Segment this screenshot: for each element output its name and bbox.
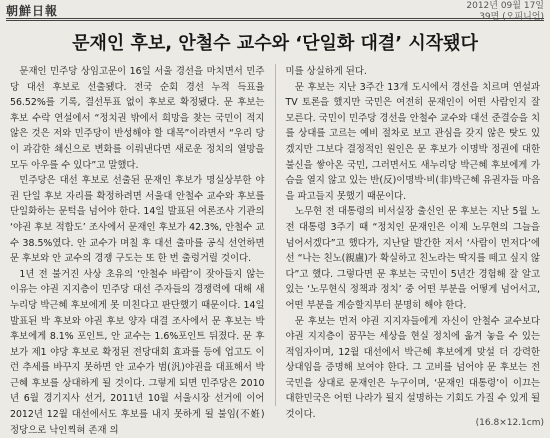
paragraph: 민주당은 대선 후보로 선출된 문재인 후보가 명실상부한 야권 단일 후보 자리를 확정하려면 서울대 안철수 교수와 후보를 단일화하는 문턱을 넘어야 한다. 14일 발표된 여론조사 기관의 ‘야권 후보 적합도’ 조사에서 문재인 후보가 42.3%, 안철수 교수 38.5%였다. 안 교수가 며칠 후 대선 출마를 공식 선언하면 문 후보와 안 교수의 경쟁 구도는 또 한 번 출렁거릴 것이다. (10, 175, 265, 265)
newspaper-masthead: 朝鮮日報 (6, 4, 59, 18)
article-column-right (285, 64, 541, 421)
paragraph: 문 후보는 지난 3주간 13개 도시에서 경선을 치르며 연설과 TV 토론을 했지만 국민은 여전히 문재인이 어떤 사람인지 잘 모른다. 국민이 민주당 경선을 안철수 교수와 대선 준결승을 치를 상대를 고르는 예비 절차로 보고 관심을 갖지 않은 탓도 있겠지만 그보다 결정적인 원인은 문 후보가 이명박 정권에 대한 불신을 쌓아온 국민, 그러면서도 새누리당 박근혜 후보에게 가슴을 열지 않고 있는 반(反)이명박·비(非)박근혜 유권자들 마음을 파고들지 못했기 때문이다. (285, 81, 540, 202)
paragraph: 문 후보는 먼저 야권 지지자들에게 자신이 안철수 교수보다 야권 지지층이 꿈꾸는 세상을 현실 정치에 옮겨 놓을 수 있는 적임자이며, 12월 대선에서 박근혜 후보에게 맞설 더 강력한 상대임을 증명해 보여야 한다. 그 고비를 넘어야 문 후보는 전 국민을 상대로 문재인은 누구이며, ‘문재인 대통령’이 이끄는 대한민국은 어떤 나라가 될지 설명하는 기회도 가질 수 있게 될 것이다. (285, 315, 540, 421)
page-section: 39면 (오피니언) (479, 12, 544, 22)
article-column-left (10, 64, 265, 436)
header-rule-top (6, 18, 544, 19)
publication-date: 2012년 09월 17일 (466, 1, 544, 11)
paragraph: 미를 상실하게 된다. (285, 66, 367, 77)
paragraph: 노무현 전 대통령의 비서실장 출신인 문 후보는 지난 5월 노전 대통령 3주기 때 “정치인 문재인은 이제 노무현의 그늘을 넘어서겠다”고 했다가, 지난달 발간한 저서 ‘사람이 먼저다’에선 “나는 친노(親盧)가 확실하고 친노라는 딱지를 떼고 싶지 않다”고 했다. 그렇다면 문 후보는 국민이 5년간 경험해 잘 알고 있는 ‘노무현식 정책과 정치’ 중 어떤 부분을 어떻게 넘어서고, 어떤 부분을 계승할지부터 분명히 해야 한다. (285, 206, 540, 311)
article-headline: 문재인 후보, 안철수 교수와 ‘단일화 대결’ 시작됐다 (72, 33, 478, 54)
article-size-note: (16.8×12.1cm) (475, 418, 544, 428)
paragraph: 1년 전 불거진 사상 초유의 ‘안철수 바람’이 잦아들지 않는 이유는 야권 지지층이 민주당 대선 주자들의 경쟁력에 대해 새누리당 박근혜 후보에게 못 미친다고 판단했기 때문이다. 14일 발표된 박 후보와 야권 후보 양자 대결 조사에서 문 후보는 박 후보에게 8.1% 포인트, 안 교수는 1.6%포인트 뒤졌다. 문 후보가 제1 야당 후보로 확정된 전당대회 효과를 등에 업고도 이런 추세를 바꾸지 못하면 안 교수가 범(汎)야권을 대표해서 박근혜 후보를 상대하게 될 것이다. 그렇게 되면 민주당은 2010년 6월 경기지사 선거, 2011년 10월 서울시장 선거에 이어 2012년 12월 대선에서도 후보를 내지 못하게 될 불임(不姙) 정당으로 낙인찍혀 존재 의 (10, 268, 265, 436)
header-rule-bottom (6, 20, 544, 21)
paragraph: 문재인 민주당 상임고문이 16일 서울 경선을 마치면서 민주당 대선 후보로 선출됐다. 전국 순회 경선 누적 득표율 56.52%를 기록, 결선투표 없이 후보로 확정됐다. 문 후보는 후보 수락 연설에서 “정치권 밖에서 희망을 찾는 국민이 적지 않은 것은 저와 민주당이 반성해야 할 대목”이라면서 “우리 당이 과감한 쇄신으로 변화를 이뤄낸다면 새로운 정치의 열망을 모두 아우를 수 있다”고 말했다. (10, 66, 265, 171)
column-divider (275, 64, 276, 406)
